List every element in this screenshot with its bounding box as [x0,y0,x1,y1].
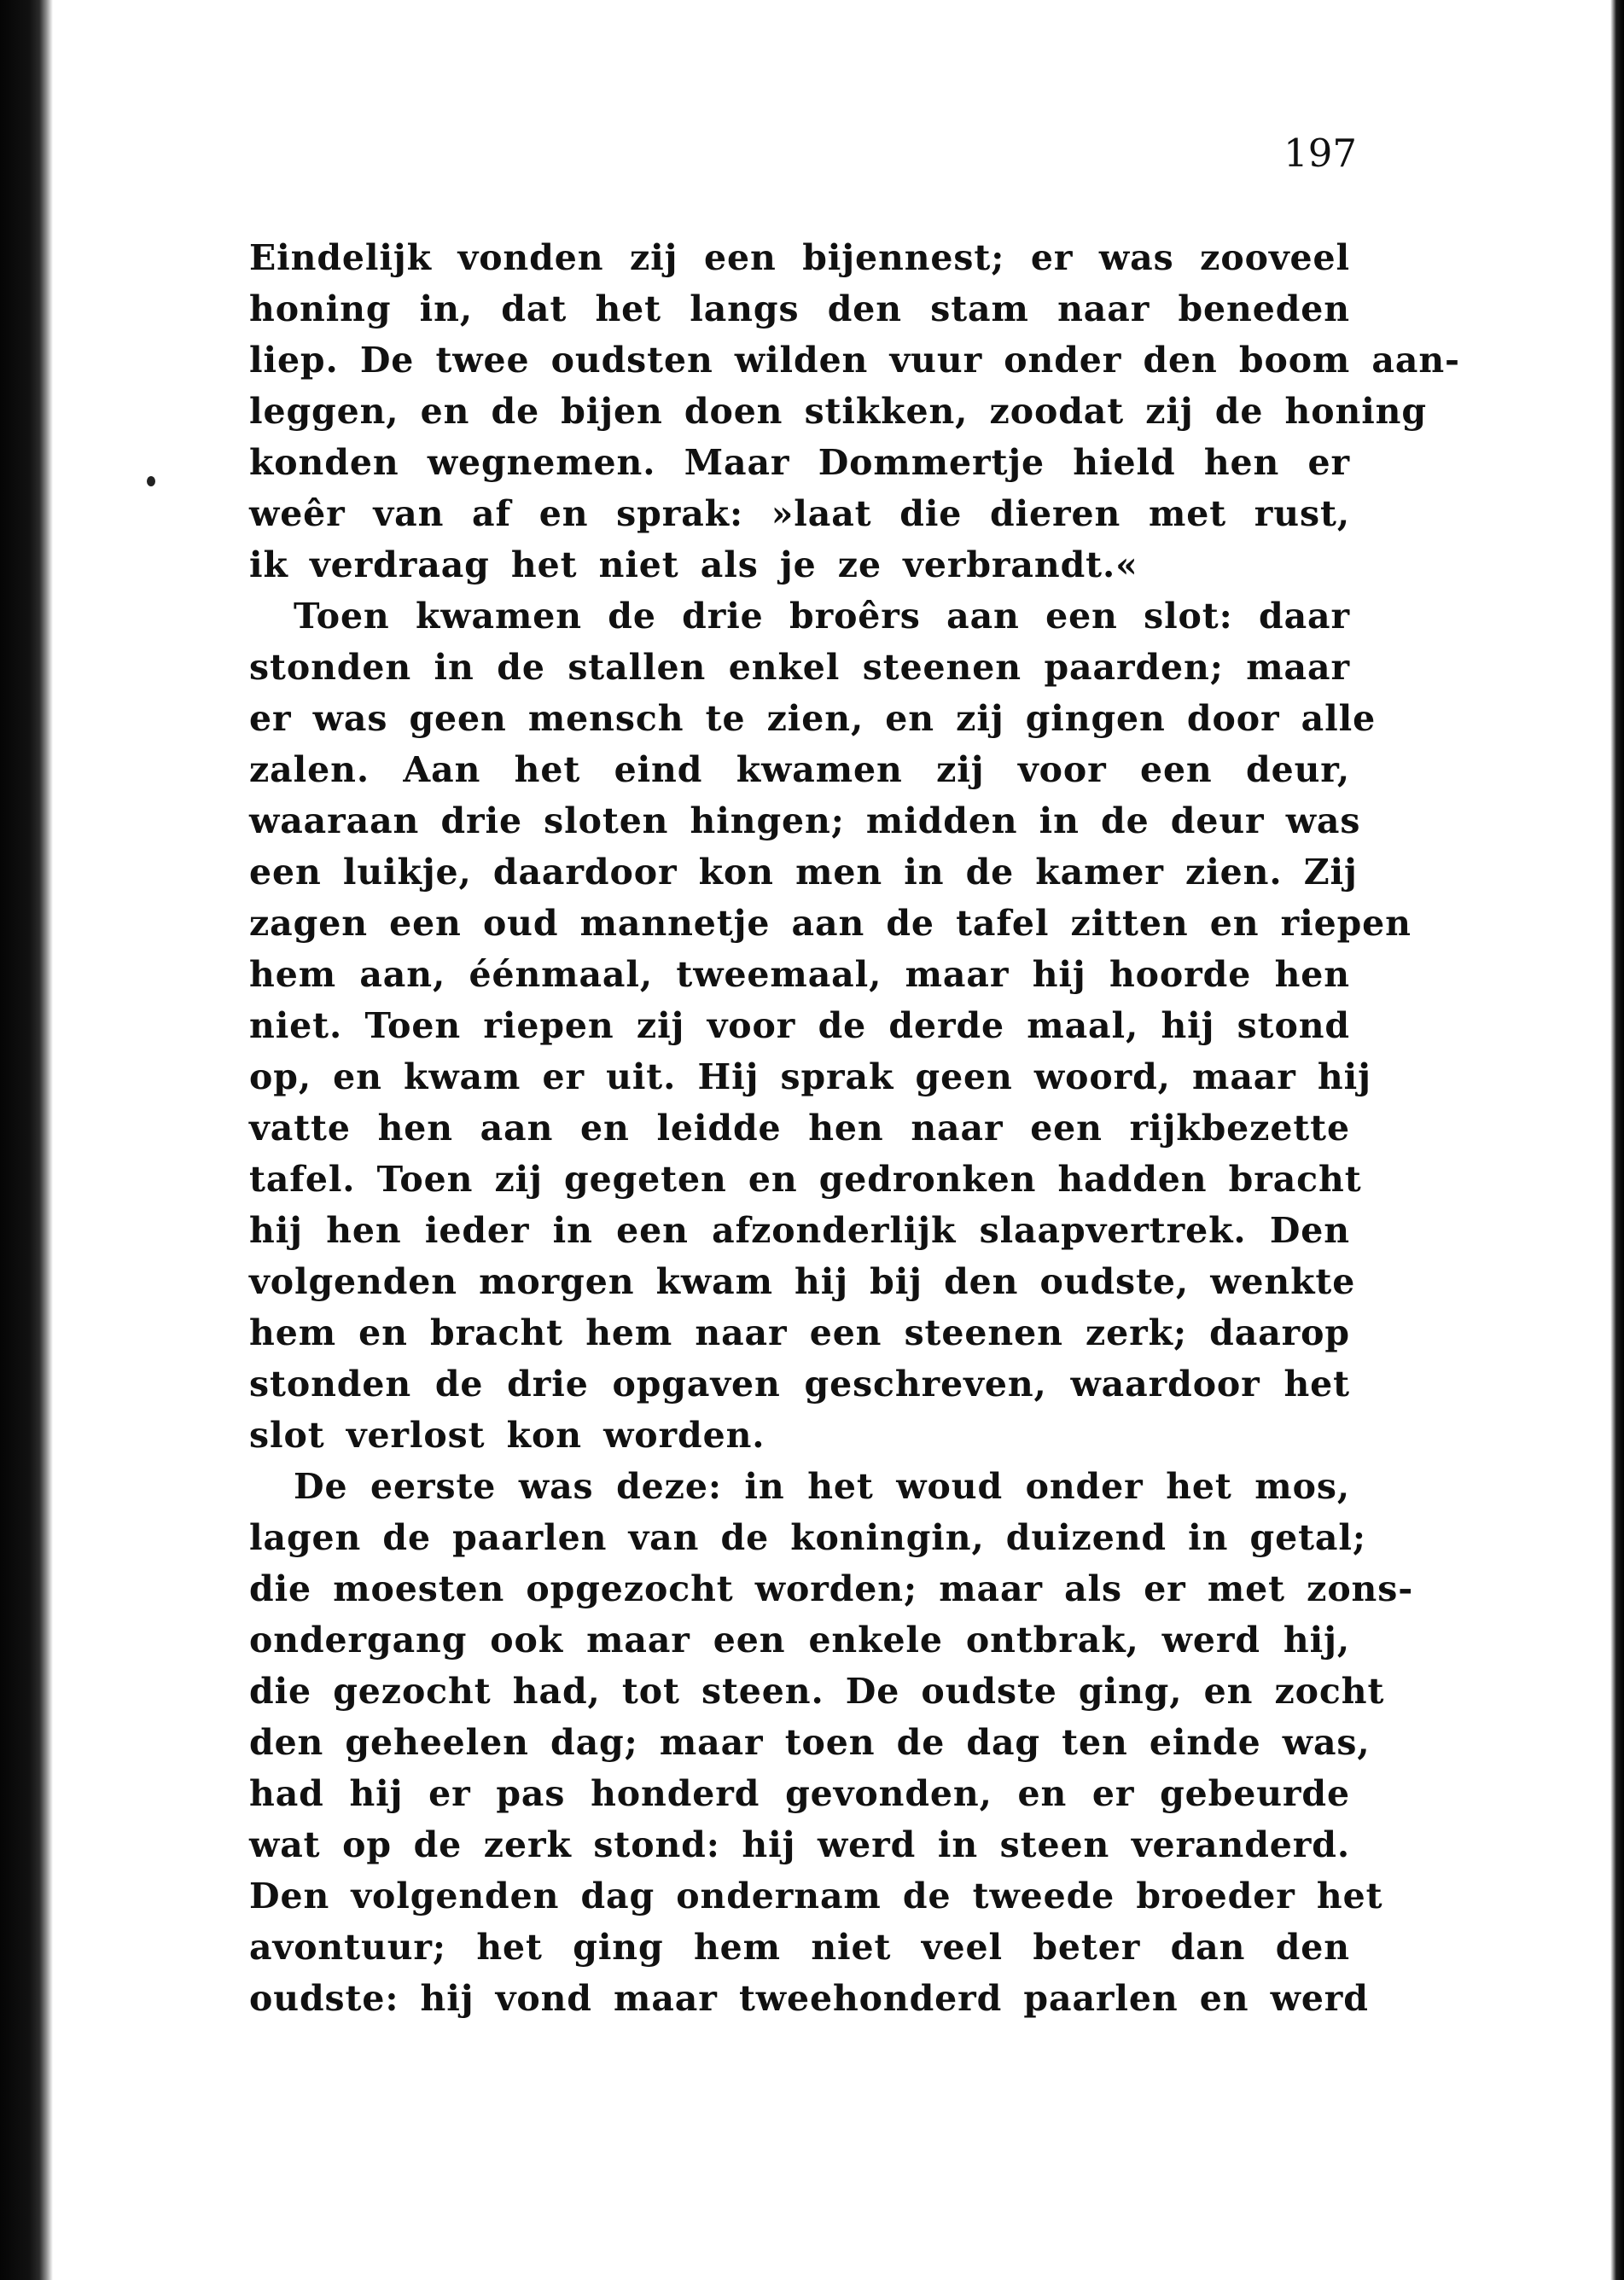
text-line: hij hen ieder in een afzonderlijk slaapvertrek. Den [249,1210,1350,1251]
text-line: die gezocht had, tot steen. De oudste ging, en zocht [249,1671,1385,1712]
text-line: hem en bracht hem naar een steenen zerk; daarop [249,1312,1350,1353]
text-line: vatte hen aan en leidde hen naar een rijkbezette [249,1108,1350,1149]
ink-speck [147,476,155,486]
body-text [249,232,1460,2024]
text-line: avontuur; het ging hem niet veel beter dan den [249,1927,1350,1968]
text-line: er was geen mensch te zien, en zij gingen door alle [249,698,1377,739]
text-line: honing in, dat het langs den stam naar beneden [249,288,1350,329]
text-line: ik verdraag het niet als je ze verbrandt.« [249,544,1138,585]
text-line: tafel. Toen zij gegeten en gedronken hadden bracht [249,1159,1362,1200]
text-line: oudste: hij vond maar tweehonderd paarlen en werd [249,1978,1369,2019]
binding-shadow [0,0,53,2280]
text-line: hem aan, éénmaal, tweemaal, maar hij hoorde hen [249,954,1350,995]
text-line: liep. De twee oudsten wilden vuur onder den boom aan- [249,340,1460,381]
paragraph [249,1461,1414,2024]
text-line: zagen een oud mannetje aan de tafel zitten en riepen [249,903,1412,944]
text-line: den geheelen dag; maar toen de dag ten einde was, [249,1722,1371,1763]
text-line: wat op de zerk stond: hij werd in steen veranderd. [249,1824,1350,1865]
text-line: had hij er pas honderd gevonden, en er gebeurde [249,1773,1350,1814]
text-line: De eerste was deze: in het woud onder het mos, [294,1466,1350,1507]
paragraph [249,232,1460,590]
text-line: waaraan drie sloten hingen; midden in de deur was [249,800,1361,841]
page-number: 197 [1283,131,1357,176]
text-line: leggen, en de bijen doen stikken, zoodat zij de honing [249,391,1427,432]
text-line: konden wegnemen. Maar Dommertje hield hen er [249,442,1350,483]
text-line: Den volgenden dag ondernam de tweede broeder het [249,1876,1383,1916]
paragraph [249,590,1412,1461]
text-line: lagen de paarlen van de koningin, duizend in getal; [249,1517,1366,1558]
text-line: weêr van af en sprak: »laat die dieren met rust, [249,493,1350,534]
text-line: stonden in de stallen enkel steenen paarden; maar [249,647,1350,688]
text-line: volgenden morgen kwam hij bij den oudste, wenkte [249,1261,1356,1302]
text-line: op, en kwam er uit. Hij sprak geen woord, maar hij [249,1056,1371,1097]
text-line: ondergang ook maar een enkele ontbrak, werd hij, [249,1620,1350,1661]
page-edge-shadow [1610,0,1624,2280]
text-line: zalen. Aan het eind kwamen zij voor een deur, [249,749,1350,790]
text-line: Toen kwamen de drie broêrs aan een slot: daar [294,596,1350,637]
text-line: stonden de drie opgaven geschreven, waardoor het [249,1364,1350,1405]
text-line: die moesten opgezocht worden; maar als er met zons- [249,1568,1414,1609]
text-line: een luikje, daardoor kon men in de kamer zien. Zij [249,852,1358,893]
text-line: slot verlost kon worden. [249,1415,765,1456]
text-line: niet. Toen riepen zij voor de derde maal, hij stond [249,1005,1350,1046]
text-line: Eindelijk vonden zij een bijennest; er was zooveel [249,237,1350,278]
